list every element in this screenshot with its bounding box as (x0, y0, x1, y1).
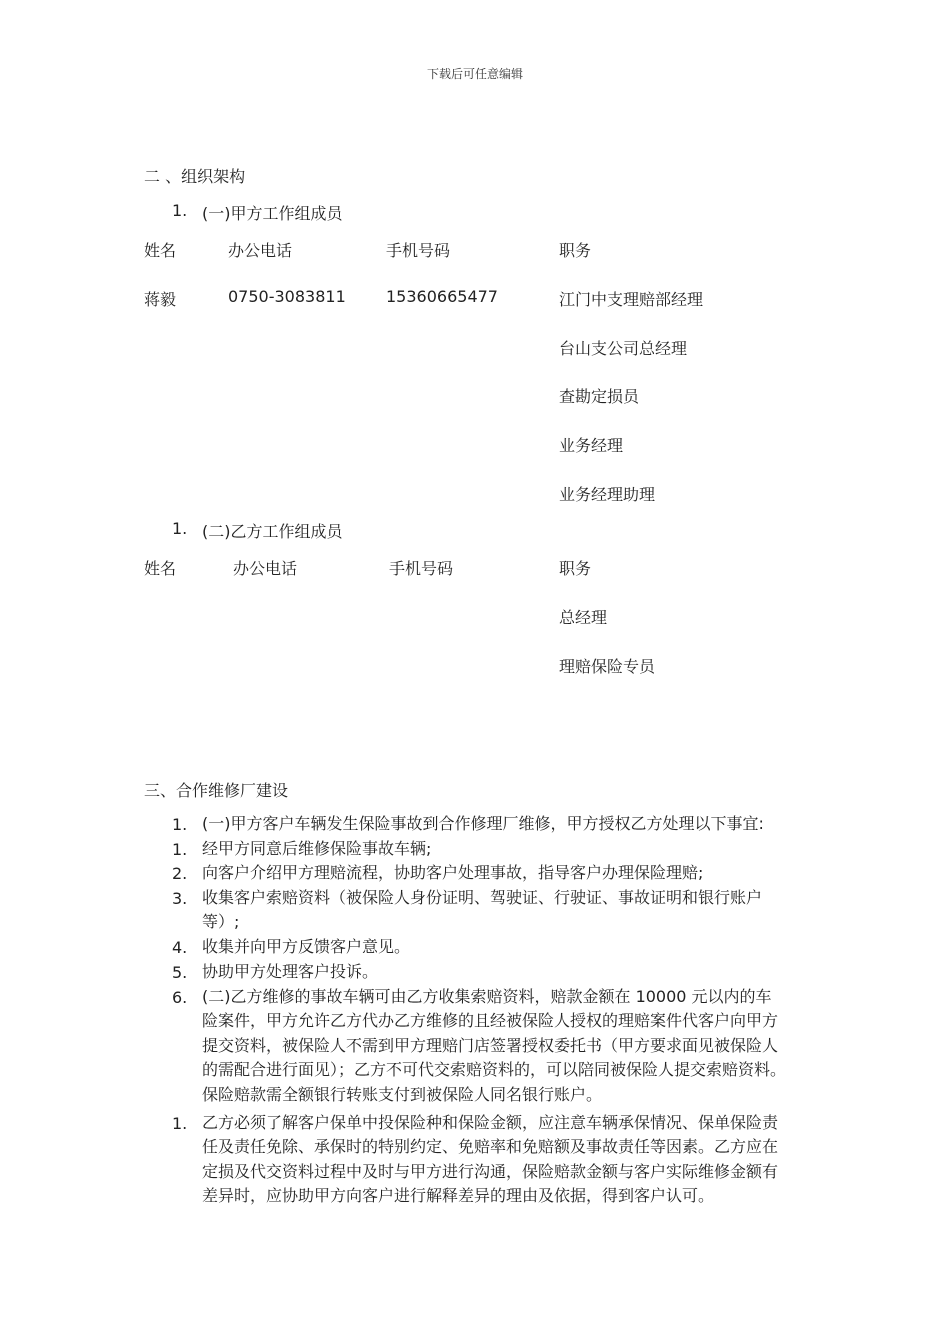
section-2-title: 二 、组织架构 (144, 167, 246, 186)
list-item-number: 1. (172, 1114, 188, 1133)
list-item-text: 经甲方同意后维修保险事故车辆; (202, 839, 432, 858)
party-a-header-office-phone: 办公电话 (228, 241, 293, 260)
party-b-header-name: 姓名 (144, 559, 177, 578)
list-item-number: 1. (172, 840, 188, 859)
list-item-text: 险案件，甲方允许乙方代办乙方维修的且经被保险人授权的理赔案件代客户向甲方 (202, 1011, 779, 1030)
party-a-row-1-office-phone: 0750-3083811 (228, 287, 346, 306)
list-item-text: 的需配合进行面见）；乙方不可代交索赔资料的，可以陪同被保险人提交索赔资料。 (202, 1060, 787, 1079)
party-a-header-position: 职务 (559, 241, 592, 260)
party-b-row-2-position: 理赔保险专员 (559, 657, 656, 676)
party-b-header-office-phone: 办公电话 (233, 559, 298, 578)
list-item-text: (二)乙方维修的事故车辆可由乙方收集索赔资料，赔款金额在 10000 元以内的车 (202, 987, 772, 1006)
party-a-header-mobile: 手机号码 (386, 241, 451, 260)
party-b-header-position: 职务 (559, 559, 592, 578)
list-item-number: 5. (172, 963, 188, 982)
list-item-number: 2. (172, 864, 188, 883)
party-a-row-1-position: 江门中支理赔部经理 (559, 290, 704, 309)
list-item-text: 乙方必须了解客户保单中投保险种和保险金额，应注意车辆承保情况、保单保险责 (202, 1113, 779, 1132)
party-b-header-mobile: 手机号码 (389, 559, 454, 578)
party-a-row-1-mobile: 15360665477 (386, 287, 498, 306)
list-item-text: 向客户介绍甲方理赔流程，协助客户处理事故，指导客户办理保险理赔; (202, 863, 704, 882)
party-a-title: (一)甲方工作组成员 (202, 204, 343, 223)
list-item-text: (一)甲方客户车辆发生保险事故到合作修理厂维修，甲方授权乙方处理以下事宜: (202, 814, 764, 833)
party-a-row-2-position: 台山支公司总经理 (559, 339, 688, 358)
list-item-text: 收集并向甲方反馈客户意见。 (202, 937, 411, 956)
list-item-number: 3. (172, 889, 188, 908)
list-item-text: 差异时，应协助甲方向客户进行解释差异的理由及依据，得到客户认可。 (202, 1186, 715, 1205)
list-item-number: 6. (172, 988, 188, 1007)
party-b-row-1-position: 总经理 (559, 608, 608, 627)
list-item-number: 1. (172, 815, 188, 834)
party-a-row-3-position: 查勘定损员 (559, 387, 640, 406)
party-a-header-name: 姓名 (144, 241, 177, 260)
section-3-title: 三、合作维修厂建设 (144, 781, 289, 800)
party-b-title: (二)乙方工作组成员 (202, 522, 343, 541)
list-item-text: 提交资料，被保险人不需到甲方理赔门店签署授权委托书（甲方要求面见被保险人 (202, 1036, 779, 1055)
list-item-text: 收集客户索赔资料（被保险人身份证明、驾驶证、行驶证、事故证明和银行账户 (202, 888, 763, 907)
list-item-number: 4. (172, 938, 188, 957)
party-a-number: 1. (172, 201, 188, 220)
list-item-text: 协助甲方处理客户投诉。 (202, 962, 379, 981)
party-b-number: 1. (172, 519, 188, 538)
list-item-text: 任及责任免除、承保时的特别约定、免赔率和免赔额及事故责任等因素。乙方应在 (202, 1137, 779, 1156)
list-item-text: 等）; (202, 912, 240, 931)
party-a-row-4-position: 业务经理 (559, 436, 624, 455)
party-a-row-5-position: 业务经理助理 (559, 485, 656, 504)
page-header: 下载后可任意编辑 (426, 67, 523, 81)
party-a-row-1-name: 蒋毅 (144, 290, 177, 309)
list-item-text: 定损及代交资料过程中及时与甲方进行沟通，保险赔款金额与客户实际维修金额有 (202, 1162, 779, 1181)
list-item-text: 保险赔款需全额银行转账支付到被保险人同名银行账户。 (202, 1085, 603, 1104)
